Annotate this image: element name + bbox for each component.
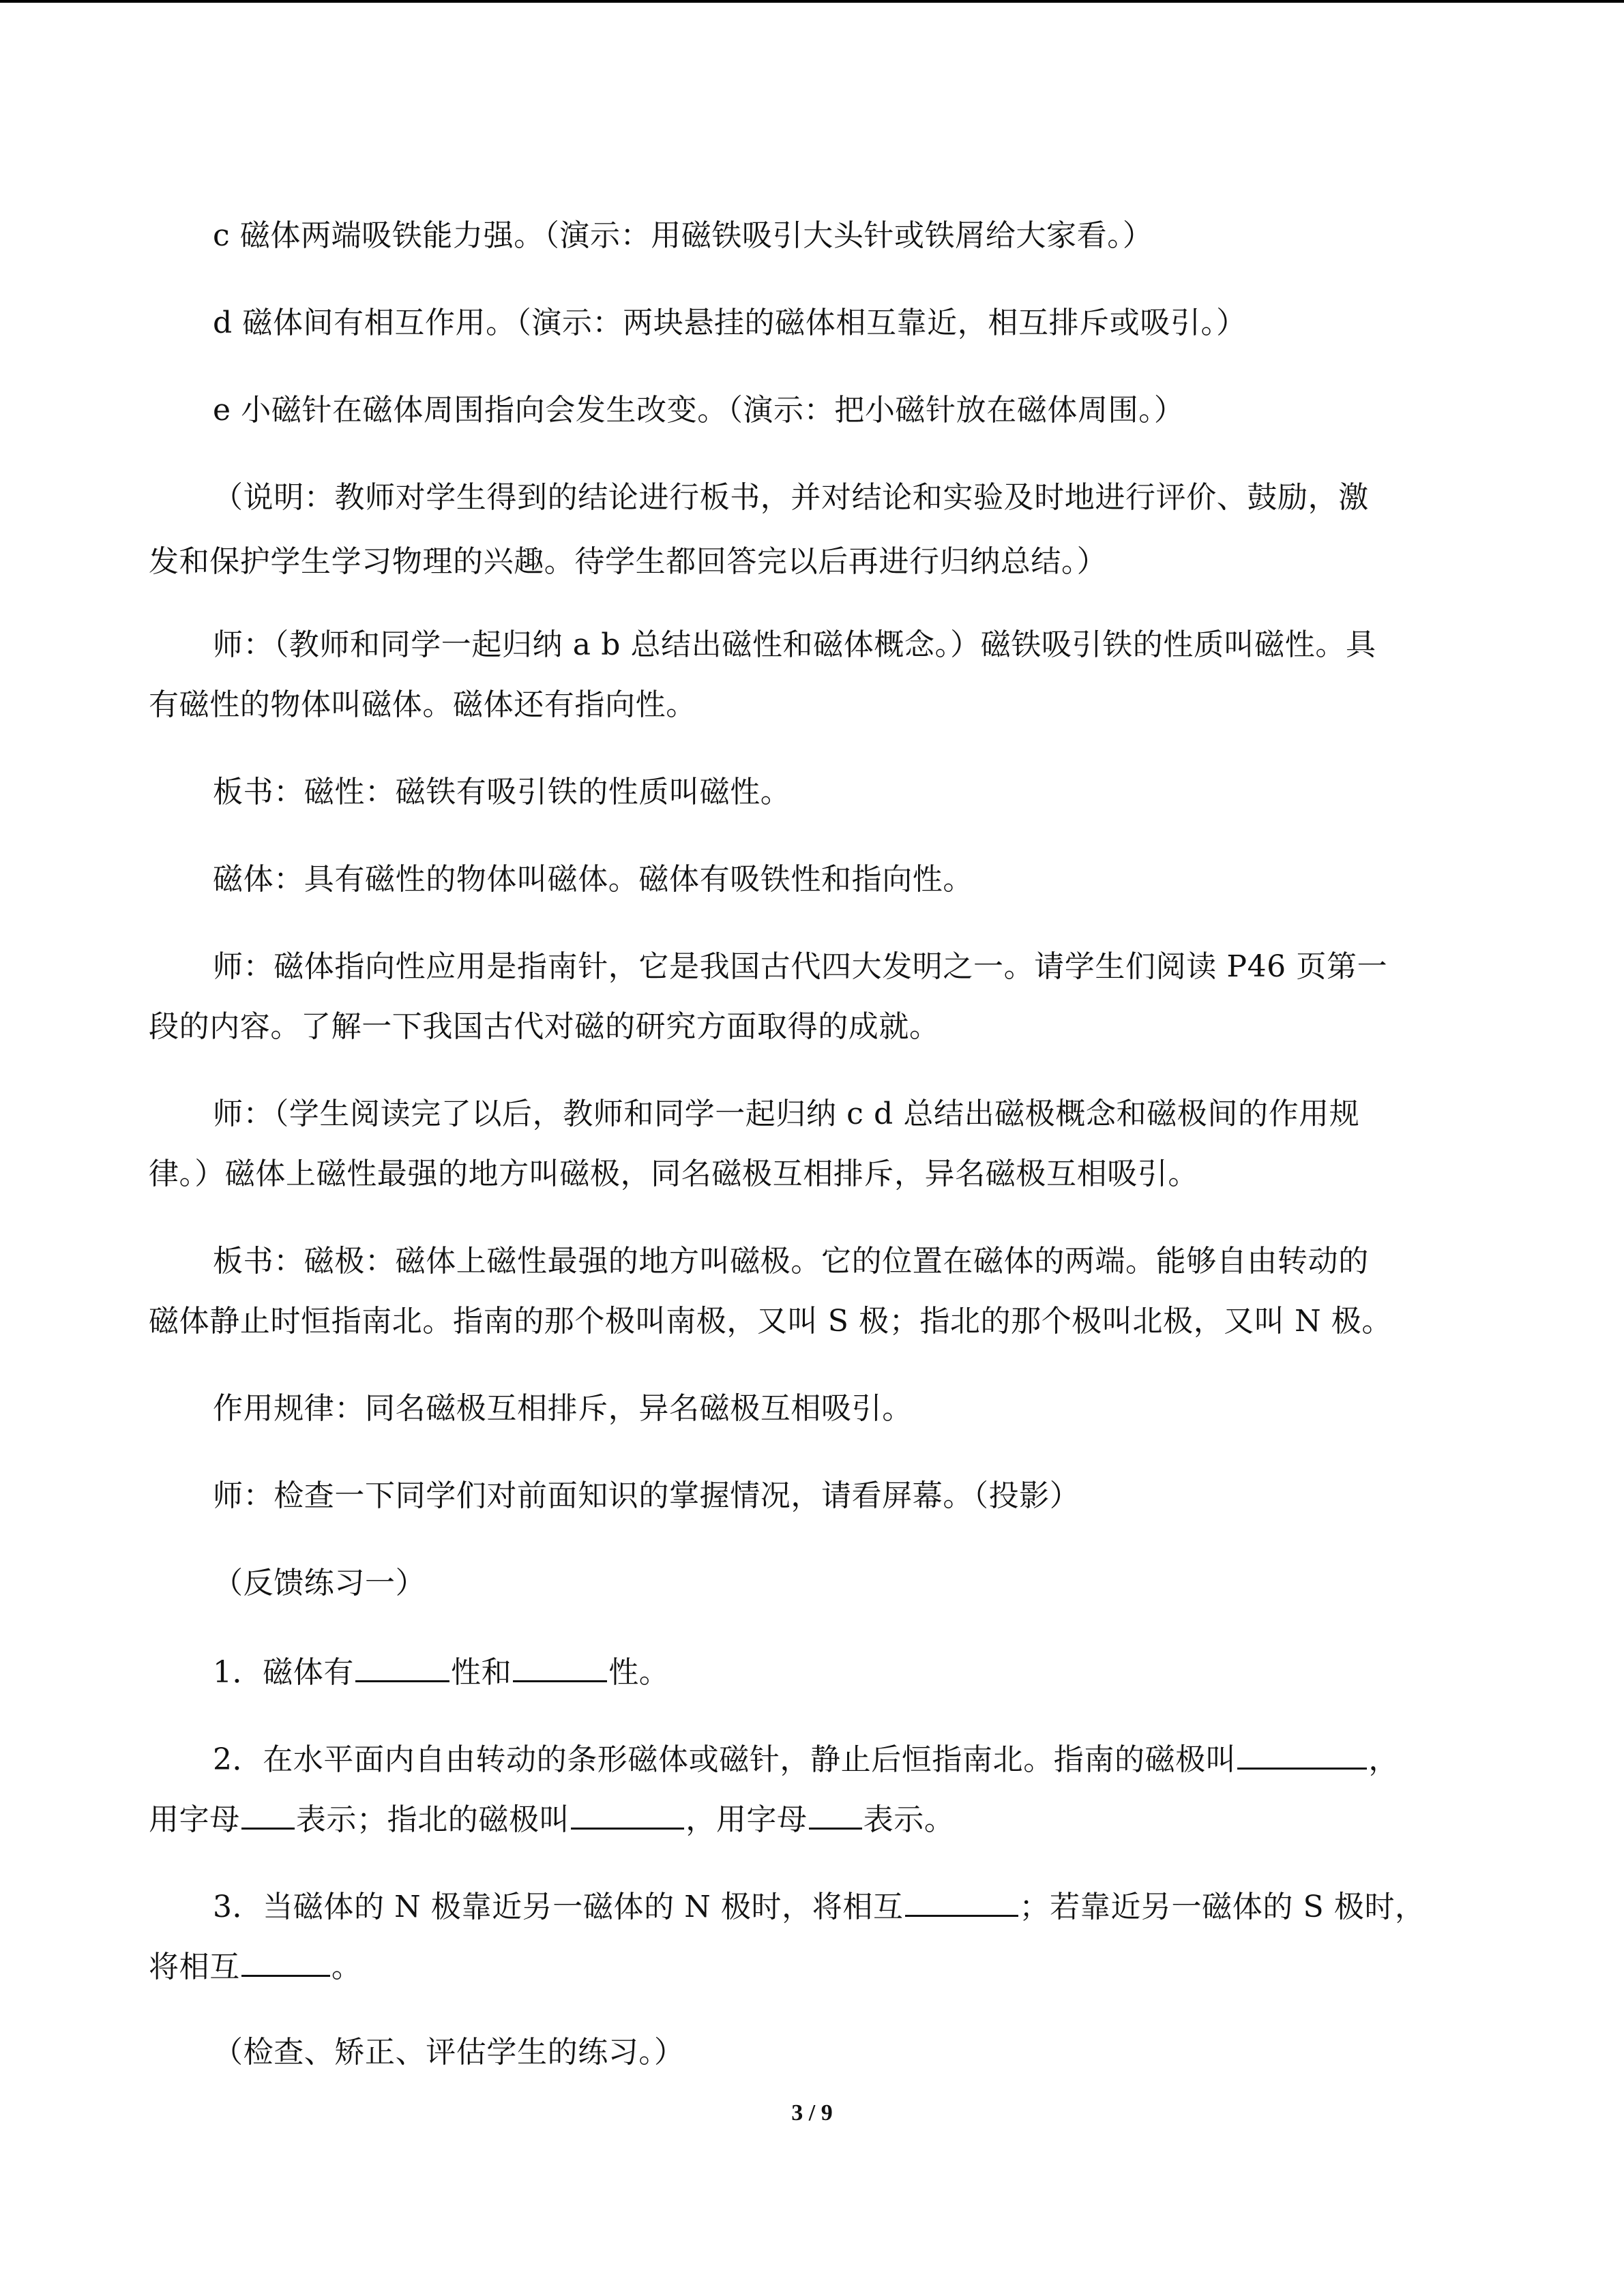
answer-blank[interactable]	[571, 1798, 684, 1830]
question-2-line-1	[213, 1738, 1399, 1780]
teacher-2-line-2: 段的内容。了解一下我国古代对磁的研究方面取得的成就。	[149, 1009, 940, 1044]
question-2-text-c: 用字母	[149, 1802, 240, 1837]
note-line-2: 发和保护学生学习物理的兴趣。待学生都回答完以后再进行归纳总结。）	[149, 544, 1108, 579]
note-line-1: （说明：教师对学生得到的结论进行板书，并对结论和实验及时地进行评价、鼓励，激	[213, 480, 1369, 515]
answer-blank[interactable]	[1237, 1738, 1367, 1770]
question-3-text-a: 3．当磁体的 N 极靠近另一磁体的 N 极时，将相互	[213, 1890, 904, 1924]
paragraph-d: d 磁体间有相互作用。（演示：两块悬挂的磁体相互靠近，相互排斥或吸引。）	[213, 305, 1247, 340]
question-1-text-b: 性和	[451, 1655, 512, 1690]
question-3-text-d: 。	[331, 1950, 362, 1984]
answer-blank[interactable]	[905, 1885, 1018, 1917]
top-border-rule	[0, 0, 1624, 3]
paragraph-e: e 小磁针在磁体周围指向会发生改变。（演示：把小磁针放在磁体周围。）	[213, 393, 1185, 428]
board-pole-line-2: 磁体静止时恒指南北。指南的那个极叫南极，又叫 S 极；指北的那个极叫北极，又叫 N 极。	[149, 1304, 1392, 1339]
answer-blank[interactable]	[513, 1650, 607, 1682]
check-note: （检查、矫正、评估学生的练习。）	[213, 2035, 685, 2070]
question-2-text-e: ，用字母	[685, 1802, 808, 1837]
question-2-line-2	[149, 1798, 954, 1840]
answer-blank[interactable]	[241, 1945, 330, 1977]
teacher-4: 师：检查一下同学们对前面知识的掌握情况，请看屏幕。（投影）	[213, 1478, 1080, 1513]
paragraph-c: c 磁体两端吸铁能力强。（演示：用磁铁吸引大头针或铁屑给大家看。）	[213, 218, 1153, 253]
teacher-1-line-2: 有磁性的物体叫磁体。磁体还有指向性。	[149, 687, 696, 722]
question-3-line-1	[213, 1885, 1426, 1928]
question-2-text-a: 2．在水平面内自由转动的条形磁体或磁针，静止后恒指南北。指南的磁极叫	[213, 1742, 1237, 1777]
answer-blank[interactable]	[355, 1650, 449, 1682]
board-magnetism: 板书：磁性：磁铁有吸引铁的性质叫磁性。	[213, 775, 791, 809]
question-3-text-b: ；若靠近另一磁体的 S 极时，	[1019, 1890, 1426, 1924]
question-1-text-c: 性。	[608, 1655, 670, 1690]
board-magnet: 磁体：具有磁性的物体叫磁体。磁体有吸铁性和指向性。	[213, 862, 973, 897]
question-1	[213, 1650, 669, 1693]
answer-blank[interactable]	[809, 1798, 862, 1830]
board-pole-line-1: 板书：磁极：磁体上磁性最强的地方叫磁极。它的位置在磁体的两端。能够自由转动的	[213, 1244, 1369, 1279]
answer-blank[interactable]	[241, 1798, 295, 1830]
teacher-1-line-1: 师：（教师和同学一起归纳 a b 总结出磁性和磁体概念。）磁铁吸引铁的性质叫磁性。具	[213, 627, 1376, 662]
question-1-text-a: 1．磁体有	[213, 1655, 354, 1690]
question-2-text-f: 表示。	[863, 1802, 955, 1837]
feedback-heading: （反馈练习一）	[213, 1566, 426, 1600]
question-2-text-b: ，	[1368, 1742, 1400, 1777]
interaction-rule: 作用规律：同名磁极互相排斥，异名磁极互相吸引。	[213, 1391, 913, 1426]
question-3-line-2	[149, 1945, 361, 1988]
teacher-2-line-1: 师：磁体指向性应用是指南针，它是我国古代四大发明之一。请学生们阅读 P46 页第一	[213, 949, 1388, 984]
question-2-text-d: 表示；指北的磁极叫	[295, 1802, 570, 1837]
question-3-text-c: 将相互	[149, 1950, 240, 1984]
teacher-3-line-2: 律。）磁体上磁性最强的地方叫磁极，同名磁极互相排斥，异名磁极互相吸引。	[149, 1157, 1198, 1191]
teacher-3-line-1: 师：（学生阅读完了以后，教师和同学一起归纳 c d 总结出磁极概念和磁极间的作用规	[213, 1097, 1360, 1131]
page-number: 3 / 9	[791, 2100, 833, 2126]
